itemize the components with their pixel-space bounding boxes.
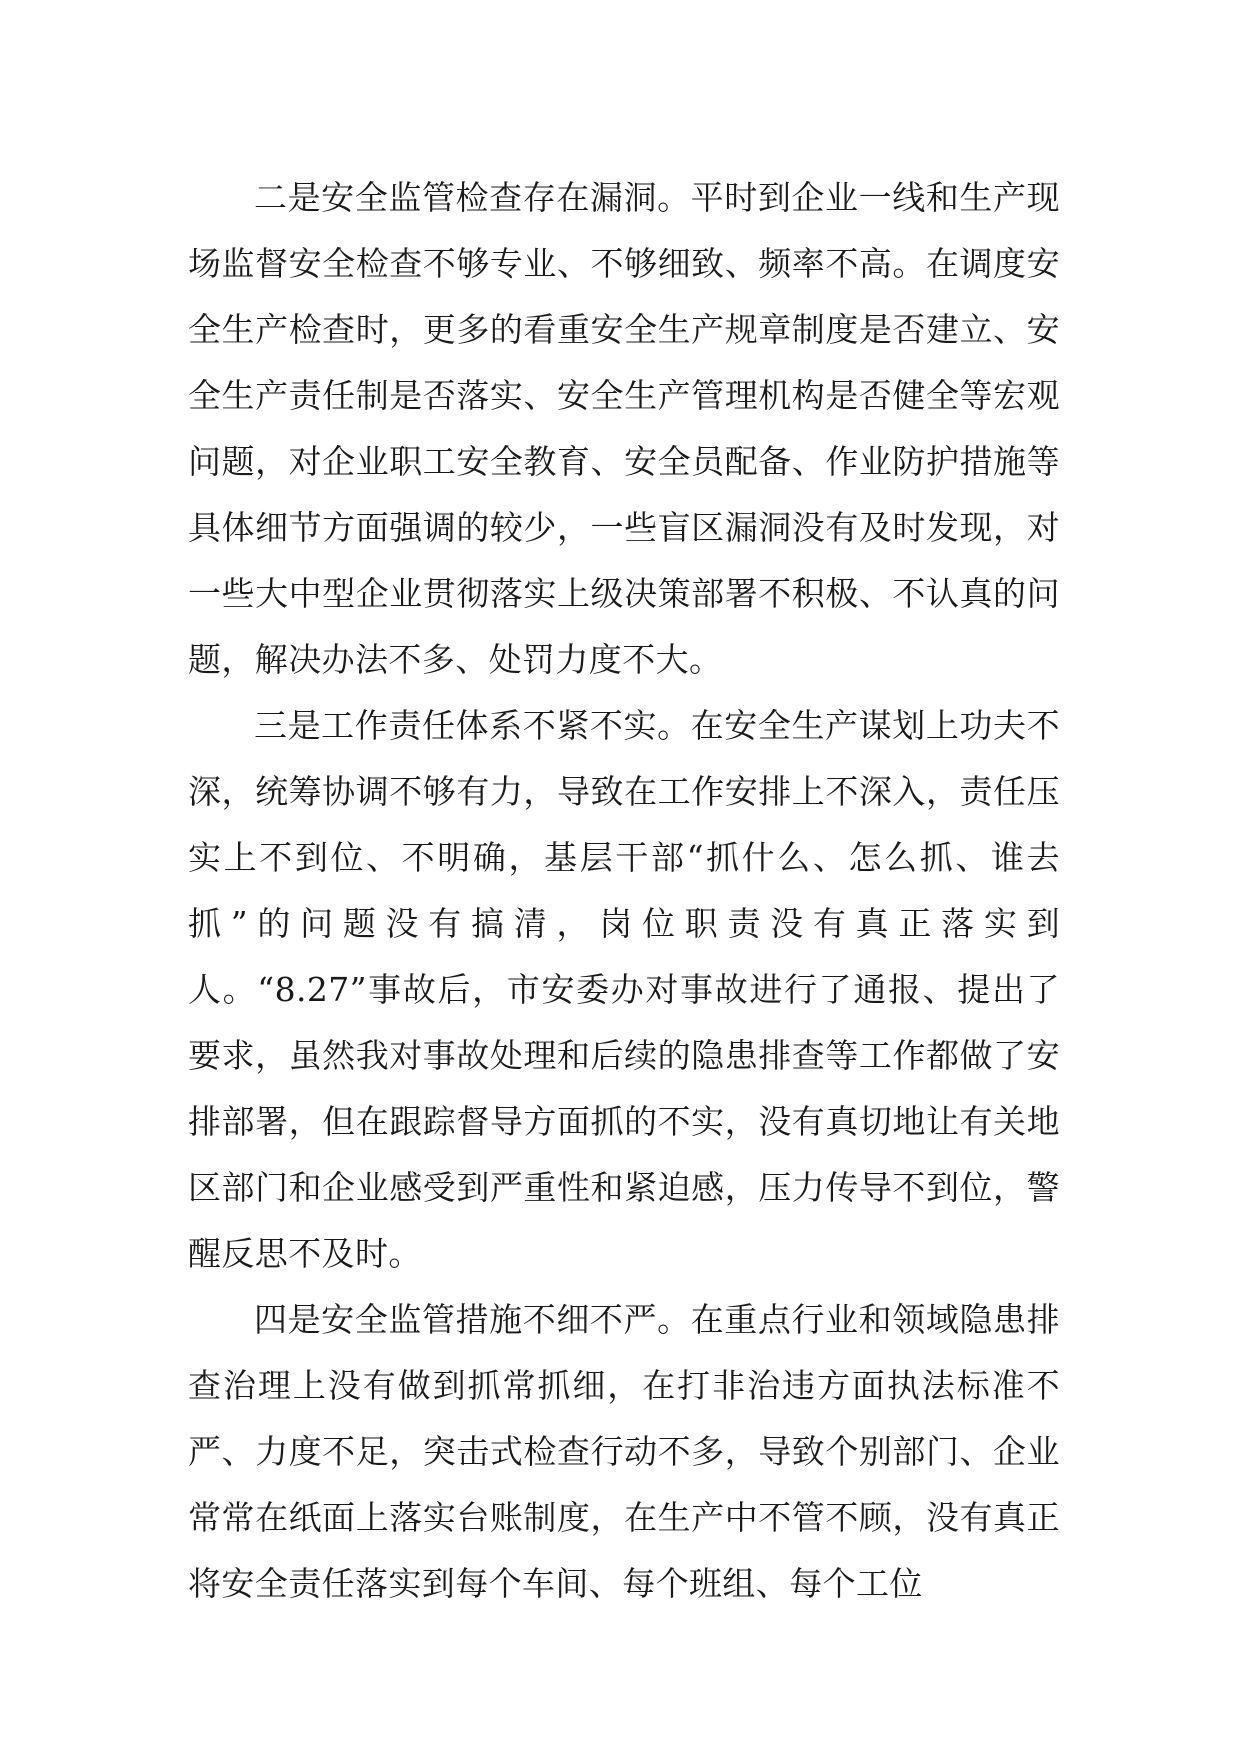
- document-body: [188, 165, 1060, 1617]
- paragraph-2-supervision-loopholes: 二是安全监管检查存在漏洞。平时到企业一线和生产现场监督安全检查不够专业、不够细致、频率不高。在调度安全生产检查时，更多的看重安全生产规章制度是否建立、安全生产责任制是否落实、安全生产管理机构是否健全等宏观问题，对企业职工安全教育、安全员配备、作业防护措施等具体细节方面强调的较少，一些盲区漏洞没有及时发现，对一些大中型企业贯彻落实上级决策部署不积极、不认真的问题，解决办法不多、处罚力度不大。: [188, 178, 1060, 679]
- paragraph-3-responsibility-system: 三是工作责任体系不紧不实。在安全生产谋划上功夫不深，统筹协调不够有力，导致在工作安排上不深入，责任压实上不到位、不明确，基层干部“抓什么、怎么抓、谁去抓”的问题没有搞清，岗位职责没有真正落实到人。“8.27”事故后，市安委办对事故进行了通报、提出了要求，虽然我对事故处理和后续的隐患排查等工作都做了安排部署，但在跟踪督导方面抓的不实，没有真切地让有关地区部门和企业感受到严重性和紧迫感，压力传导不到位，警醒反思不及时。: [188, 706, 1060, 1273]
- paragraph-4-supervision-measures: 四是安全监管措施不细不严。在重点行业和领域隐患排查治理上没有做到抓常抓细，在打非治违方面执法标准不严、力度不足，突击式检查行动不多，导致个别部门、企业常常在纸面上落实台账制度，在生产中不管不顾，没有真正将安全责任落实到每个车间、每个班组、每个工位: [188, 1300, 1060, 1603]
